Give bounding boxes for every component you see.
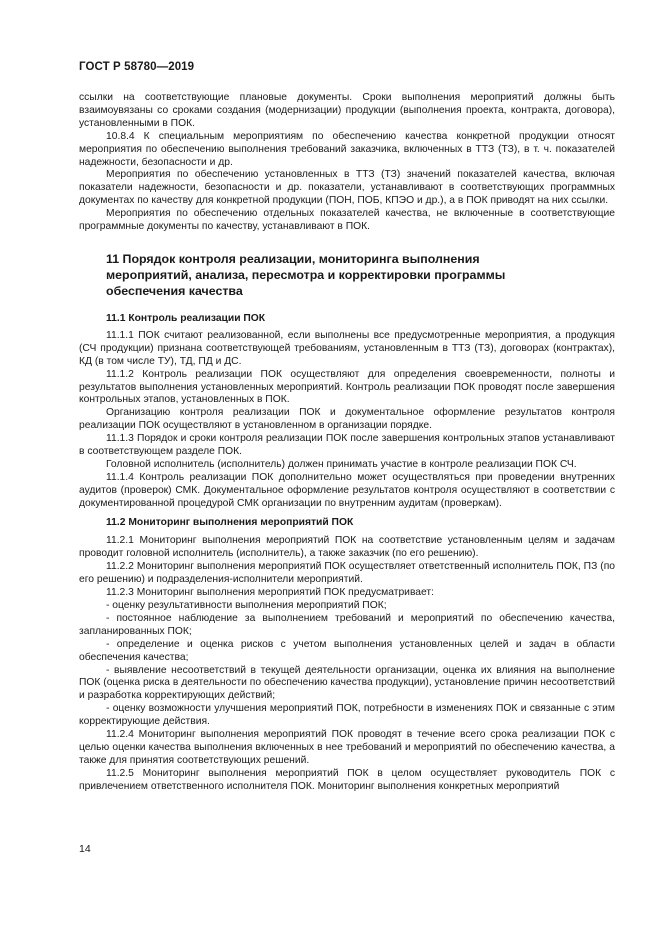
- document-body: [79, 92, 615, 794]
- paragraph: Организацию контроля реализации ПОК и документальное оформление результатов контроля реализации ПОК осуществляют в установленном в организации порядке.: [79, 407, 615, 432]
- paragraph: 11.2.2 Мониторинг выполнения мероприятий ПОК осуществляет ответственный исполнитель ПОК, ПЗ (по его решению) и подразделения-исполнители мероприятий.: [79, 561, 615, 586]
- paragraph: 11.1.4 Контроль реализации ПОК дополнительно может осуществляться при проведении внутренних аудитов (проверок) СМК. Документальное оформление результатов контроля осуществляют в соответствии с документированной процедурой СМК организации по внутренним аудитам (проверкам).: [79, 471, 615, 509]
- list-item: - выявление несоответствий в текущей деятельности организации, оценка их влияния на выполнение ПОК (оценка риска в деятельности по обеспечению качества продукции), установление причин несоответствий и разработка корректирующих действий;: [79, 664, 615, 702]
- paragraph: 10.8.4 К специальным мероприятиям по обеспечению качества конкретной продукции относят мероприятия по обеспечению выполнения требований заказчика, включенных в ТТЗ (ТЗ), в т. ч. показателей надежности, безопасности и др.: [79, 130, 615, 168]
- list-item: - оценку результативности выполнения мероприятий ПОК;: [106, 600, 387, 611]
- paragraph: Мероприятия по обеспечению отдельных показателей качества, не включенные в соответствующие программные документы по качеству, устанавливают в ПОК.: [79, 208, 615, 233]
- paragraph: ссылки на соответствующие плановые документы. Сроки выполнения мероприятий должны быть взаимоувязаны со сроками создания (модернизации) продукции (выполнения проекта, контракта, договора), установленными в ПОК.: [79, 92, 615, 129]
- paragraph: Головной исполнитель (исполнитель) должен принимать участие в контроле реализации ПОК СЧ.: [106, 458, 577, 470]
- list-item: - определение и оценка рисков с учетом выполнения установленных целей и задач в области обеспечения качества;: [79, 638, 615, 663]
- paragraph: 11.2.3 Мониторинг выполнения мероприятий ПОК предусматривает:: [106, 587, 434, 599]
- paragraph: 11.2.1 Мониторинг выполнения мероприятий ПОК на соответствие установленным целям и задачам проводит головной исполнитель (исполнитель), а также заказчик (по его решению).: [79, 535, 615, 560]
- section-heading-11: 11 Порядок контроля реализации, мониторинга выполнения мероприятий, анализа, пересмотра и корректировки программы обеспечения качества: [106, 251, 506, 298]
- document-header: ГОСТ Р 58780—2019: [79, 61, 195, 73]
- paragraph: 11.1.2 Контроль реализации ПОК осуществляют для определения своевременности, полноты и результатов выполнения установленных мероприятий. Контроль реализации ПОК проводят после завершения контрольных этапов, установленных в ПОК.: [79, 368, 615, 406]
- paragraph: 11.1.1 ПОК считают реализованной, если выполнены все предусмотренные мероприятия, а продукция (СЧ продукции) признана соответствующей требованиям, установленным в ТТЗ (ТЗ), договорах (контрактах), КД (в том числе ТУ), ТД, ПД и ДС.: [79, 329, 615, 367]
- paragraph: 11.2.5 Мониторинг выполнения мероприятий ПОК в целом осуществляет руководитель ПОК с привлечением ответственного исполнителя ПОК. Мониторинг выполнения конкретных мероприятий: [79, 767, 615, 792]
- page-number: 14: [79, 843, 91, 855]
- paragraph: 11.2.4 Мониторинг выполнения мероприятий ПОК проводят в течение всего срока реализации ПОК с целью оценки качества выполнения включенных в нее требований и мероприятий по обеспечению качества, а также для принятия соответствующих решений.: [79, 729, 615, 766]
- paragraph: 11.1.3 Порядок и сроки контроля реализации ПОК после завершения контрольных этапов устанавливают в соответствующем разделе ПОК.: [79, 433, 615, 458]
- paragraph: Мероприятия по обеспечению установленных в ТТЗ (ТЗ) значений показателей качества, включая показатели надежности, безопасности и др. показатели, устанавливают в соответствующих программных документах по качеству для конкретной продукции (ПОН, ПОБ, КПЭО и др.), а в ПОК приводят на них ссылки.: [79, 169, 615, 207]
- list-item: - постоянное наблюдение за выполнением требований и мероприятий по обеспечению качества, запланированных ПОК;: [79, 612, 615, 637]
- subsection-heading-11-2: 11.2 Мониторинг выполнения мероприятий ПОК: [106, 516, 354, 528]
- subsection-heading-11-1: 11.1 Контроль реализации ПОК: [106, 312, 266, 324]
- list-item: - оценку возможности улучшения мероприятий ПОК, потребности в изменениях ПОК и связанные с этим корректирующие действия.: [79, 703, 615, 728]
